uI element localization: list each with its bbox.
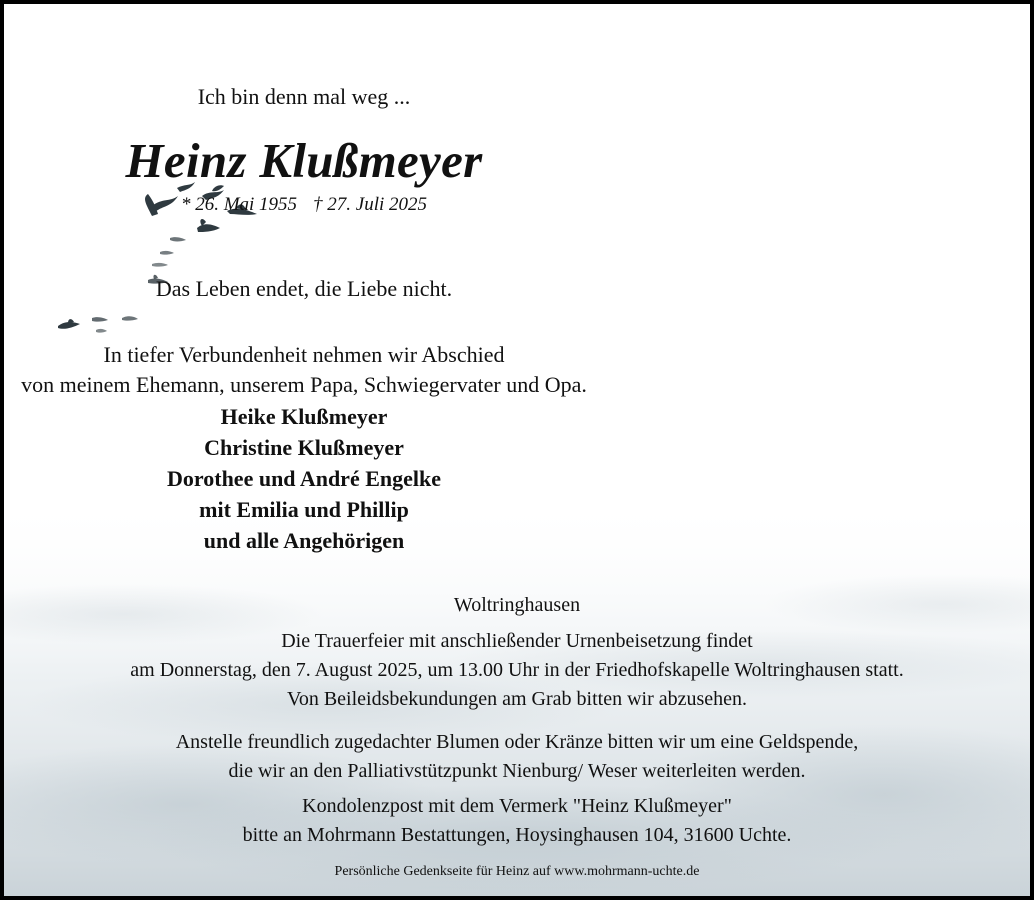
motto: Ich bin denn mal weg ... — [197, 84, 411, 109]
mourner-name: und alle Angehörigen — [203, 528, 405, 553]
mourner-name: Christine Klußmeyer — [204, 435, 404, 460]
mourner-name: Heike Klußmeyer — [220, 404, 388, 429]
place: Woltringhausen — [453, 594, 581, 616]
mourner-name: mit Emilia und Phillip — [199, 497, 409, 522]
memorial-page-link[interactable]: Persönliche Gedenkseite für Heinz auf www.mohrmann-uchte.de — [334, 864, 700, 879]
funeral-info-line: Von Beileidsbekundungen am Grab bitten wir abzusehen. — [286, 688, 748, 710]
death-date: † 27. Juli 2025 — [313, 194, 428, 215]
funeral-info-line: Die Trauerfeier mit anschließender Urnenbeisetzung findet — [281, 630, 753, 652]
dedication-line: In tiefer Verbundenheit nehmen wir Abschied — [103, 342, 505, 367]
donation-info-line: Anstelle freundlich zugedachter Blumen oder Kränze bitten wir um eine Geldspende, — [175, 731, 859, 753]
donation-info-line: die wir an den Palliativstützpunkt Nienburg/ Weser weiterleiten werden. — [228, 760, 806, 782]
birth-date: * 26. Mai 1955 — [180, 194, 298, 215]
life-dates — [0, 194, 684, 216]
mourner-name: Dorothee und André Engelke — [166, 466, 441, 491]
dedication-line: von meinem Ehemann, unserem Papa, Schwiegervater und Opa. — [21, 372, 587, 397]
funeral-info-line: am Donnerstag, den 7. August 2025, um 13.00 Uhr in der Friedhofskapelle Woltringhausen statt. — [130, 659, 904, 681]
condolence-info-line: bitte an Mohrmann Bestattungen, Hoysinghausen 104, 31600 Uchte. — [242, 824, 792, 846]
deceased-name: Heinz Klußmeyer — [125, 133, 483, 188]
quote: Das Leben endet, die Liebe nicht. — [155, 276, 453, 301]
condolence-info-line: Kondolenzpost mit dem Vermerk "Heinz Klußmeyer" — [302, 795, 732, 817]
